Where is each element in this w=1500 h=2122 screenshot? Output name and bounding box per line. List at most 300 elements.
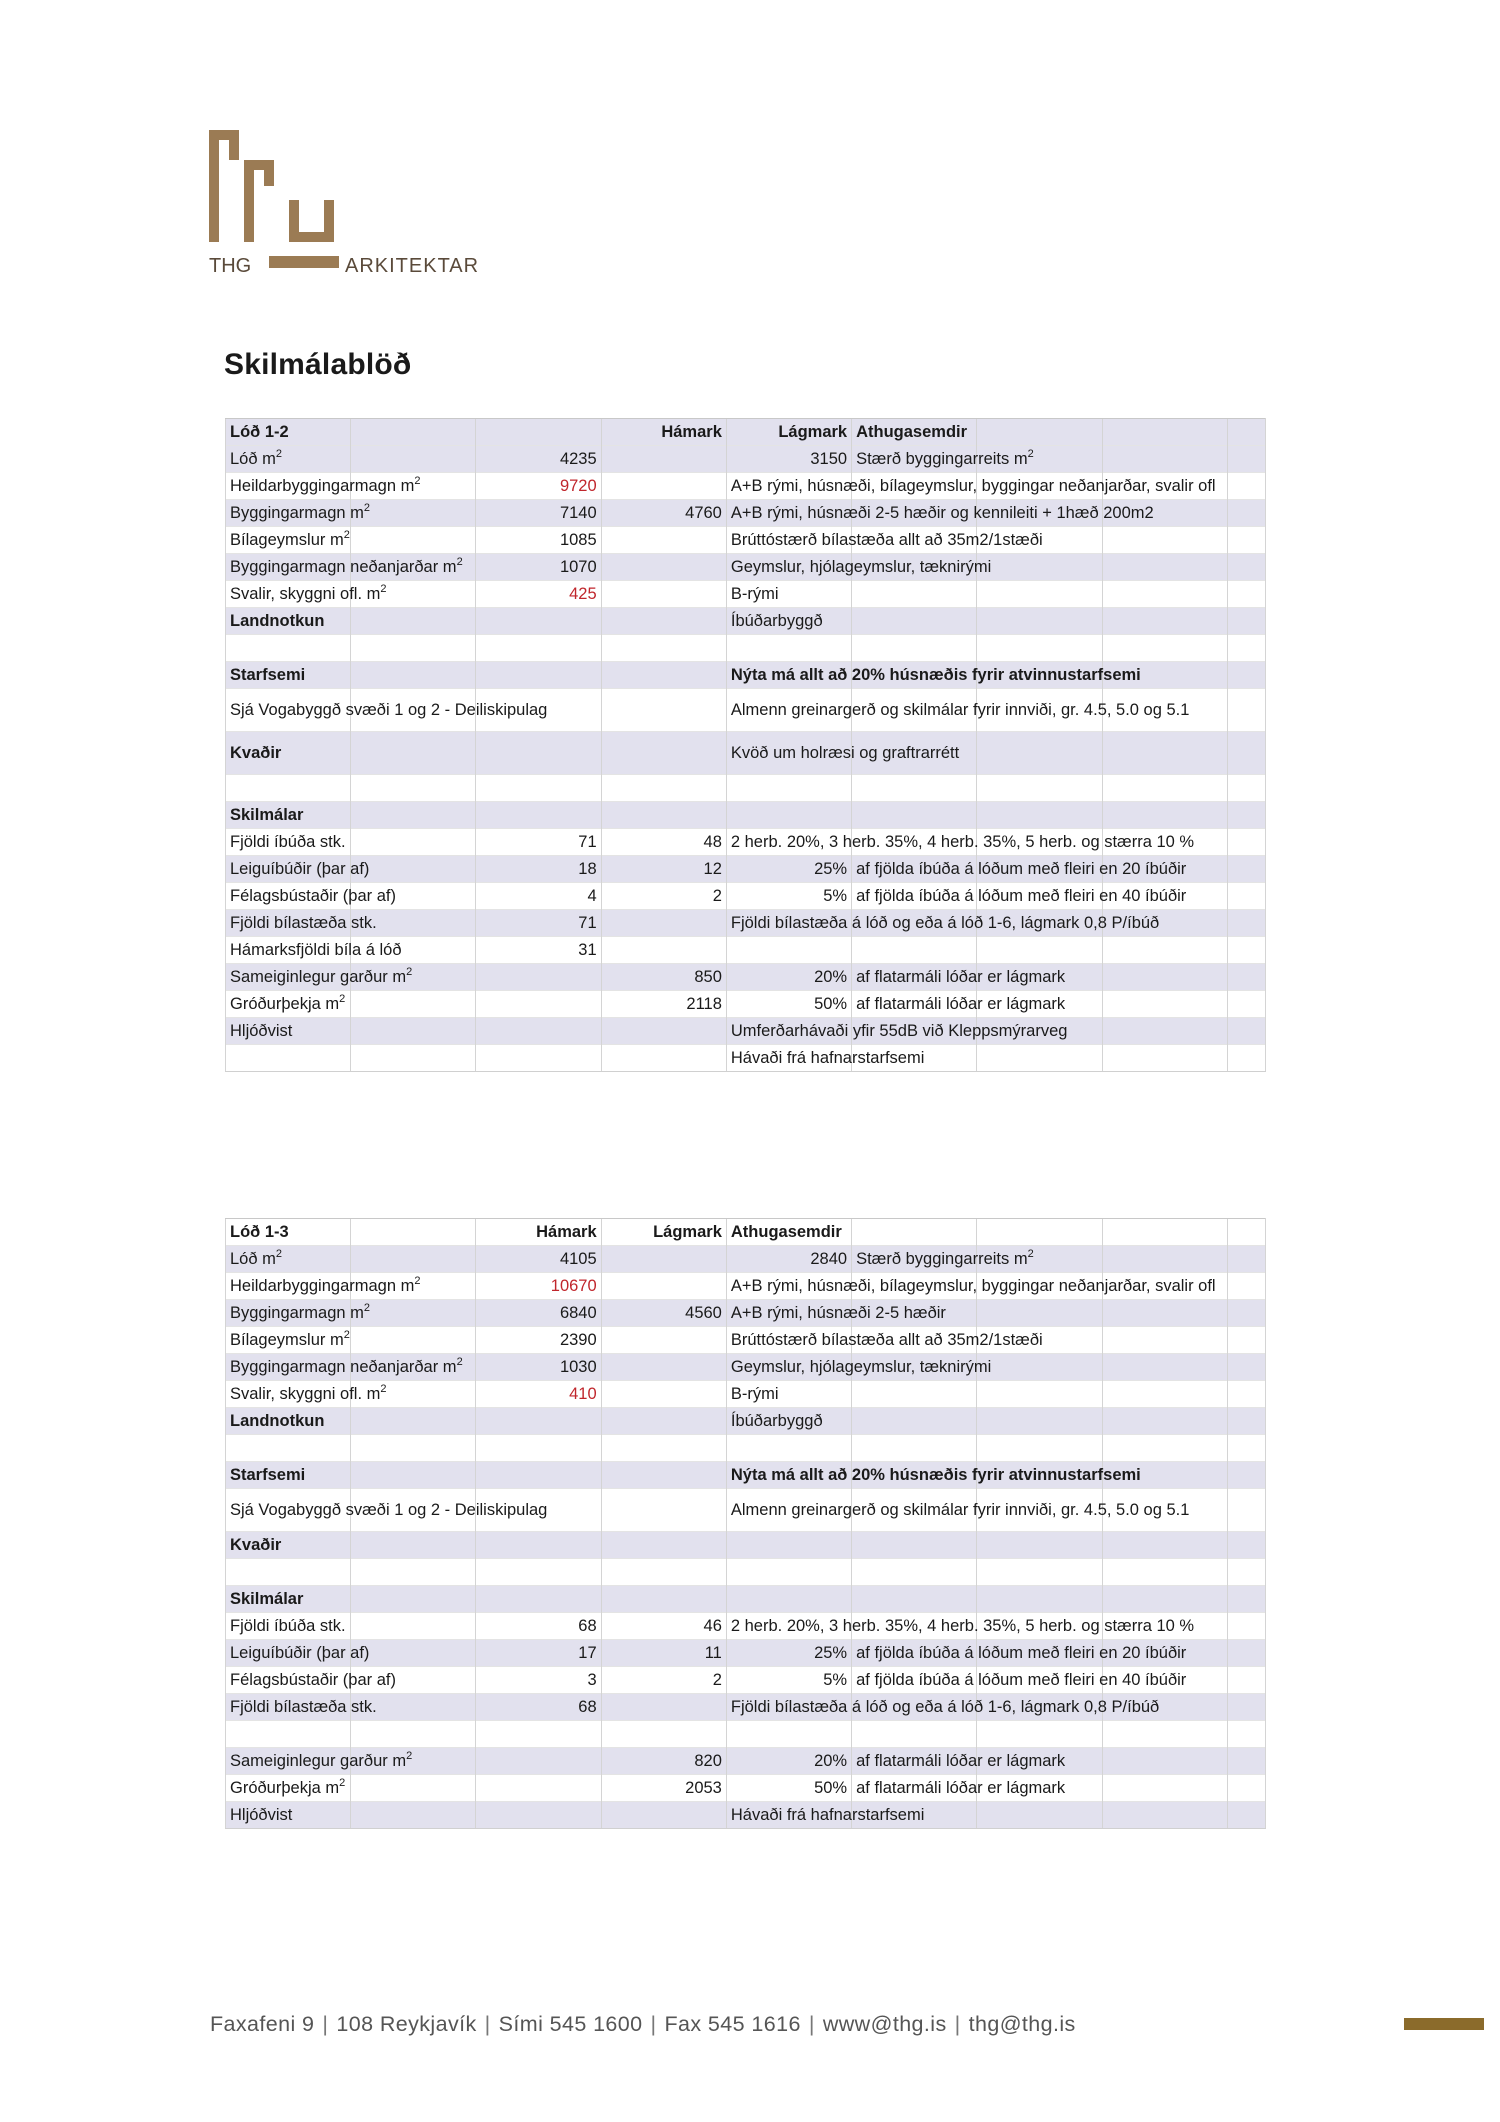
table-cell bbox=[476, 500, 601, 527]
table-row bbox=[226, 581, 1266, 608]
table-cell bbox=[601, 1018, 726, 1045]
table-cell bbox=[226, 419, 351, 446]
table-cell bbox=[226, 635, 351, 662]
table-cell bbox=[226, 500, 371, 527]
cell-text: 71 bbox=[578, 833, 597, 851]
cell-text: Fjöldi bílastæða stk. bbox=[230, 914, 377, 932]
cell-text: Sjá Vogabyggð svæði 1 og 2 - Deiliskipulag bbox=[230, 701, 548, 719]
table-cell bbox=[601, 1586, 726, 1613]
table-cell bbox=[852, 581, 977, 608]
table-cell bbox=[351, 775, 476, 802]
table-cell bbox=[476, 1300, 601, 1327]
table-cell bbox=[226, 856, 370, 883]
cell-text: A+B rými, húsnæði, bílageymslur, byggingar neðanjarðar, svalir ofl bbox=[730, 477, 1216, 495]
table-cell bbox=[476, 856, 601, 883]
cell-text: Hámark bbox=[661, 423, 722, 441]
cell-text: Gróðurþekja m bbox=[230, 1779, 340, 1797]
footer-contact bbox=[210, 2012, 1076, 2037]
table-cell bbox=[852, 775, 977, 802]
cell-text: Lágmark bbox=[778, 423, 848, 441]
table-cell bbox=[1102, 1802, 1227, 1829]
cell-text: af fjölda íbúða á lóðum með fleiri en 20 íbúðir bbox=[856, 1644, 1187, 1662]
table-cell bbox=[226, 1408, 351, 1435]
table-cell bbox=[226, 775, 351, 802]
table-cell bbox=[476, 1462, 601, 1489]
cell-text: Fjöldi íbúða stk. bbox=[230, 1617, 346, 1635]
cell-text: Lóð 1-3 bbox=[230, 1223, 289, 1241]
table-cell bbox=[1102, 775, 1227, 802]
table-cell bbox=[226, 1559, 351, 1586]
cell-text: Hljóðvist bbox=[230, 1806, 293, 1824]
table-cell bbox=[601, 964, 726, 991]
table-cell bbox=[226, 1354, 463, 1381]
table-row bbox=[226, 1775, 1266, 1802]
table-cell bbox=[601, 473, 726, 500]
table-cell bbox=[1102, 1219, 1227, 1246]
table-cell bbox=[226, 883, 396, 910]
table-cell bbox=[476, 1381, 601, 1408]
table-cell bbox=[226, 829, 351, 856]
table-cell bbox=[726, 732, 960, 775]
table-cell bbox=[977, 775, 1102, 802]
cell-text: 25% bbox=[814, 1644, 848, 1662]
table-cell bbox=[1227, 1018, 1265, 1045]
table-cell bbox=[351, 1462, 476, 1489]
table-cell bbox=[726, 1381, 851, 1408]
table-cell bbox=[726, 802, 851, 829]
footer-item[interactable]: www@thg.is bbox=[822, 2012, 947, 2036]
table-cell bbox=[476, 1802, 601, 1829]
table-cell bbox=[726, 1489, 1190, 1532]
table-cell bbox=[852, 635, 977, 662]
table-cell bbox=[476, 937, 601, 964]
table-cell bbox=[977, 1435, 1102, 1462]
table-cell bbox=[226, 1246, 351, 1273]
cell-text: 50% bbox=[814, 995, 848, 1013]
table-cell bbox=[226, 446, 351, 473]
table-cell bbox=[977, 937, 1102, 964]
cell-text: A+B rými, húsnæði, bílageymslur, byggingar neðanjarðar, svalir ofl bbox=[730, 1277, 1216, 1295]
table-cell bbox=[226, 1721, 351, 1748]
table-row bbox=[226, 1559, 1266, 1586]
cell-text: Landnotkun bbox=[230, 612, 325, 630]
table-cell bbox=[601, 554, 726, 581]
cell-text: Hljóðvist bbox=[230, 1022, 293, 1040]
cell-text: af fjölda íbúða á lóðum með fleiri en 40 íbúðir bbox=[856, 1671, 1187, 1689]
table-cell bbox=[726, 1532, 851, 1559]
footer-separator: | bbox=[954, 2012, 961, 2036]
table-cell bbox=[1227, 1435, 1265, 1462]
cell-text: 1030 bbox=[559, 1358, 597, 1376]
cell-text: Starfsemi bbox=[230, 666, 306, 684]
table-row bbox=[226, 473, 1266, 500]
table-row bbox=[226, 1300, 1266, 1327]
table-cell bbox=[1102, 1408, 1227, 1435]
table-cell bbox=[476, 1559, 601, 1586]
table-cell bbox=[476, 883, 601, 910]
table-row bbox=[226, 732, 1266, 775]
table-cell bbox=[601, 419, 726, 446]
cell-text: Fjöldi bílastæða á lóð og eða á lóð 1-6, lágmark 0,8 P/íbúð bbox=[730, 1698, 1160, 1716]
table-cell bbox=[601, 1721, 726, 1748]
cell-text: Fjöldi bílastæða á lóð og eða á lóð 1-6, lágmark 0,8 P/íbúð bbox=[730, 914, 1160, 932]
cell-text: 25% bbox=[814, 860, 848, 878]
table-cell bbox=[476, 1246, 601, 1273]
table-cell bbox=[351, 829, 476, 856]
table-cell bbox=[1102, 527, 1227, 554]
table-cell bbox=[977, 1408, 1102, 1435]
cell-text: 9720 bbox=[559, 477, 597, 495]
table-cell bbox=[351, 1721, 476, 1748]
table-cell bbox=[726, 829, 1195, 856]
table-cell bbox=[726, 473, 1216, 500]
table-cell bbox=[977, 1219, 1102, 1246]
table-cell bbox=[226, 802, 351, 829]
cell-text: 4235 bbox=[559, 450, 597, 468]
table-row bbox=[226, 1613, 1266, 1640]
table-cell bbox=[226, 991, 351, 1018]
table-row bbox=[226, 1381, 1266, 1408]
table-cell bbox=[476, 1640, 601, 1667]
table-cell bbox=[1227, 1640, 1265, 1667]
table-row bbox=[226, 500, 1266, 527]
footer-separator: | bbox=[808, 2012, 815, 2036]
table-cell bbox=[852, 991, 1066, 1018]
table-row bbox=[226, 856, 1266, 883]
table-cell bbox=[852, 1775, 1066, 1802]
table-cell bbox=[1227, 1802, 1265, 1829]
table-cell bbox=[1227, 1219, 1265, 1246]
table-cell bbox=[1102, 1532, 1227, 1559]
cell-text: Heildarbyggingarmagn m bbox=[230, 1277, 415, 1295]
cell-text: 17 bbox=[578, 1644, 597, 1662]
cell-text: Svalir, skyggni ofl. m bbox=[230, 1385, 381, 1403]
table-cell bbox=[351, 419, 476, 446]
table-cell bbox=[726, 500, 1154, 527]
table-cell bbox=[1102, 937, 1227, 964]
table-cell bbox=[226, 473, 421, 500]
table-cell bbox=[476, 1586, 601, 1613]
table-cell bbox=[852, 937, 977, 964]
cell-text: 20% bbox=[814, 968, 848, 986]
table-cell bbox=[226, 689, 548, 732]
table-cell bbox=[1227, 635, 1265, 662]
table-cell bbox=[1227, 964, 1265, 991]
cell-text: Gróðurþekja m bbox=[230, 995, 340, 1013]
table-cell bbox=[1227, 1300, 1265, 1327]
table-cell bbox=[351, 527, 476, 554]
cell-text: af flatarmáli lóðar er lágmark bbox=[856, 1752, 1066, 1770]
cell-text: 4 bbox=[587, 887, 597, 905]
page-title: Skilmálablöð bbox=[224, 348, 412, 381]
table-cell bbox=[226, 937, 402, 964]
table-cell bbox=[476, 1532, 601, 1559]
table-cell bbox=[476, 775, 601, 802]
table-row bbox=[226, 991, 1266, 1018]
table-cell bbox=[1227, 500, 1265, 527]
table-cell bbox=[351, 1775, 476, 1802]
table-cell bbox=[1227, 1613, 1265, 1640]
table-cell bbox=[726, 689, 1190, 732]
cell-text: 4760 bbox=[685, 504, 722, 522]
cell-text: 4560 bbox=[685, 1304, 722, 1322]
table-cell bbox=[1227, 419, 1265, 446]
table-cell bbox=[351, 662, 476, 689]
table-cell bbox=[226, 1018, 351, 1045]
table-cell bbox=[601, 883, 726, 910]
table-cell bbox=[476, 608, 601, 635]
table-cell bbox=[852, 1381, 977, 1408]
table-cell bbox=[1227, 473, 1265, 500]
table-row bbox=[226, 662, 1266, 689]
table-cell bbox=[476, 1667, 601, 1694]
table-cell bbox=[726, 1802, 925, 1829]
table-row bbox=[226, 527, 1266, 554]
table-cell bbox=[977, 1559, 1102, 1586]
table-cell bbox=[977, 1721, 1102, 1748]
table-cell bbox=[601, 1300, 726, 1327]
footer-separator: | bbox=[322, 2012, 329, 2036]
table-cell bbox=[226, 1045, 351, 1072]
table-cell bbox=[351, 1532, 476, 1559]
table-cell bbox=[726, 1018, 1068, 1045]
table-cell bbox=[601, 1489, 726, 1532]
cell-text: Leiguíbúðir (þar af) bbox=[230, 860, 370, 878]
table-cell bbox=[1227, 1354, 1265, 1381]
cell-text: Sameiginlegur garður m bbox=[230, 1752, 407, 1770]
table-cell bbox=[226, 1667, 396, 1694]
table-cell bbox=[726, 608, 851, 635]
table-cell bbox=[726, 1667, 851, 1694]
table-cell bbox=[726, 991, 851, 1018]
table-cell bbox=[226, 1586, 351, 1613]
table-cell bbox=[601, 608, 726, 635]
cell-text: B-rými bbox=[730, 1385, 779, 1403]
table-cell bbox=[601, 991, 726, 1018]
cell-text: 2053 bbox=[685, 1779, 722, 1797]
thg-logo bbox=[209, 130, 499, 280]
table-cell bbox=[852, 1408, 977, 1435]
table-row bbox=[226, 1667, 1266, 1694]
table-cell bbox=[1102, 1327, 1227, 1354]
cell-text: 20% bbox=[814, 1752, 848, 1770]
table-cell bbox=[726, 1273, 1216, 1300]
cell-text: Athugasemdir bbox=[730, 1223, 842, 1241]
table-cell bbox=[226, 527, 351, 554]
table-cell bbox=[1227, 689, 1265, 732]
table-cell bbox=[1102, 1381, 1227, 1408]
cell-text: Brúttóstærð bílastæða allt að 35m2/1stæði bbox=[730, 531, 1043, 549]
table-cell bbox=[351, 1327, 476, 1354]
table-cell bbox=[1102, 991, 1227, 1018]
table-cell bbox=[476, 635, 601, 662]
specification-table-lot-1-3 bbox=[225, 1218, 1266, 1829]
table-cell bbox=[1102, 802, 1227, 829]
cell-text: Leiguíbúðir (þar af) bbox=[230, 1644, 370, 1662]
table-cell bbox=[351, 1586, 476, 1613]
table-cell bbox=[1227, 829, 1265, 856]
table-row bbox=[226, 446, 1266, 473]
cell-text: 7140 bbox=[559, 504, 597, 522]
superscript: 2 bbox=[456, 1355, 463, 1368]
table-cell bbox=[226, 554, 463, 581]
table-cell bbox=[1227, 1045, 1265, 1072]
table-cell bbox=[726, 775, 851, 802]
table-cell bbox=[852, 1721, 977, 1748]
table-cell bbox=[726, 581, 851, 608]
superscript: 2 bbox=[406, 965, 413, 978]
table-cell bbox=[601, 1045, 726, 1072]
table-cell bbox=[1227, 581, 1265, 608]
table-cell bbox=[226, 1748, 413, 1775]
cell-text: Almenn greinargerð og skilmálar fyrir innviði, gr. 4.5, 5.0 og 5.1 bbox=[730, 701, 1190, 719]
table-cell bbox=[1102, 1775, 1227, 1802]
table-cell bbox=[351, 1613, 476, 1640]
table-cell bbox=[726, 1613, 1195, 1640]
table-cell bbox=[1227, 1748, 1265, 1775]
table-cell bbox=[476, 419, 601, 446]
table-cell bbox=[1227, 1775, 1265, 1802]
table-cell bbox=[1227, 1586, 1265, 1613]
table-row bbox=[226, 635, 1266, 662]
table-cell bbox=[1102, 732, 1227, 775]
cell-text: Skilmálar bbox=[230, 806, 304, 824]
cell-text: af fjölda íbúða á lóðum með fleiri en 20 íbúðir bbox=[856, 860, 1187, 878]
table-cell bbox=[977, 732, 1102, 775]
cell-text: Lóð 1-2 bbox=[230, 423, 289, 441]
cell-text: B-rými bbox=[730, 585, 779, 603]
superscript: 2 bbox=[339, 1776, 346, 1789]
table-row bbox=[226, 910, 1266, 937]
table-cell bbox=[476, 662, 601, 689]
table-cell bbox=[351, 1246, 476, 1273]
table-cell bbox=[726, 419, 851, 446]
footer-item: Faxafeni 9 bbox=[210, 2012, 315, 2036]
table-cell bbox=[1102, 419, 1227, 446]
superscript: 2 bbox=[406, 1749, 413, 1762]
superscript: 2 bbox=[275, 447, 282, 460]
table-cell bbox=[476, 527, 601, 554]
cell-text: 12 bbox=[703, 860, 722, 878]
cell-text: Kvöð um holræsi og graftrarrétt bbox=[730, 744, 960, 762]
table-cell bbox=[1102, 554, 1227, 581]
table-cell bbox=[1227, 1489, 1265, 1532]
table-cell bbox=[1227, 1273, 1265, 1300]
cell-text: Byggingarmagn neðanjarðar m bbox=[230, 1358, 457, 1376]
table-row bbox=[226, 1408, 1266, 1435]
table-cell bbox=[726, 635, 851, 662]
table-cell bbox=[226, 1273, 421, 1300]
table-cell bbox=[226, 1532, 351, 1559]
cell-text: 5% bbox=[823, 887, 848, 905]
table-row bbox=[226, 1246, 1266, 1273]
table-cell bbox=[601, 1532, 726, 1559]
cell-text: 410 bbox=[569, 1385, 597, 1403]
table-cell bbox=[1102, 1435, 1227, 1462]
table-cell bbox=[726, 1586, 851, 1613]
table-cell bbox=[601, 1613, 726, 1640]
table-cell bbox=[977, 802, 1102, 829]
table-row bbox=[226, 1273, 1266, 1300]
table-cell bbox=[852, 802, 977, 829]
table-cell bbox=[1227, 1694, 1265, 1721]
table-row bbox=[226, 883, 1266, 910]
cell-text: 6840 bbox=[559, 1304, 597, 1322]
table-cell bbox=[977, 1586, 1102, 1613]
cell-text: Bílageymslur m bbox=[230, 1331, 344, 1349]
table-cell bbox=[852, 1435, 977, 1462]
table-cell bbox=[1227, 662, 1265, 689]
table-cell bbox=[476, 1045, 601, 1072]
cell-text: 2 herb. 20%, 3 herb. 35%, 4 herb. 35%, 5 herb. og stærra 10 % bbox=[730, 1617, 1195, 1635]
table-cell bbox=[852, 1667, 1187, 1694]
table-cell bbox=[351, 635, 476, 662]
table-cell bbox=[1227, 446, 1265, 473]
table-cell bbox=[601, 856, 726, 883]
table-cell bbox=[226, 1694, 377, 1721]
table-cell bbox=[1227, 1327, 1265, 1354]
table-cell bbox=[726, 1694, 1160, 1721]
table-cell bbox=[226, 1327, 351, 1354]
cell-text: Svalir, skyggni ofl. m bbox=[230, 585, 381, 603]
cell-text: Umferðarhávaði yfir 55dB við Kleppsmýrarveg bbox=[730, 1022, 1068, 1040]
cell-text: Brúttóstærð bílastæða allt að 35m2/1stæði bbox=[730, 1331, 1043, 1349]
cell-text: 50% bbox=[814, 1779, 848, 1797]
superscript: 2 bbox=[363, 501, 371, 514]
cell-text: 2840 bbox=[810, 1250, 848, 1268]
table-cell bbox=[852, 1586, 977, 1613]
cell-text: Bílageymslur m bbox=[230, 531, 344, 549]
table-cell bbox=[601, 802, 726, 829]
table-cell bbox=[977, 581, 1102, 608]
table-cell bbox=[601, 635, 726, 662]
table-cell bbox=[351, 1435, 476, 1462]
table-cell bbox=[601, 1408, 726, 1435]
cell-text: 2390 bbox=[559, 1331, 597, 1349]
table-cell bbox=[476, 1775, 601, 1802]
table-cell bbox=[601, 581, 726, 608]
table-cell bbox=[351, 1219, 476, 1246]
table-cell bbox=[1102, 1045, 1227, 1072]
table-row bbox=[226, 1748, 1266, 1775]
footer-item[interactable]: thg@thg.is bbox=[968, 2012, 1076, 2036]
table-row bbox=[226, 1219, 1266, 1246]
table-cell bbox=[226, 1640, 370, 1667]
table-cell bbox=[726, 554, 992, 581]
table-cell bbox=[852, 1532, 977, 1559]
table-cell bbox=[852, 419, 977, 446]
table-cell bbox=[476, 1273, 601, 1300]
table-cell bbox=[1227, 1381, 1265, 1408]
table-cell bbox=[1227, 991, 1265, 1018]
table-cell bbox=[476, 1694, 601, 1721]
table-cell bbox=[1102, 581, 1227, 608]
table-cell bbox=[852, 1748, 1066, 1775]
table-cell bbox=[226, 1775, 351, 1802]
table-cell bbox=[726, 1354, 992, 1381]
table-cell bbox=[601, 1802, 726, 1829]
table-cell bbox=[476, 1327, 601, 1354]
superscript: 2 bbox=[414, 474, 421, 487]
cell-text: 68 bbox=[578, 1698, 597, 1716]
table-cell bbox=[226, 581, 387, 608]
table-cell bbox=[601, 1273, 726, 1300]
table-row bbox=[226, 419, 1266, 446]
table-cell bbox=[351, 1408, 476, 1435]
cell-text: Lágmark bbox=[653, 1223, 722, 1241]
table-row bbox=[226, 689, 1266, 732]
cell-text: Lóð m bbox=[230, 450, 276, 468]
